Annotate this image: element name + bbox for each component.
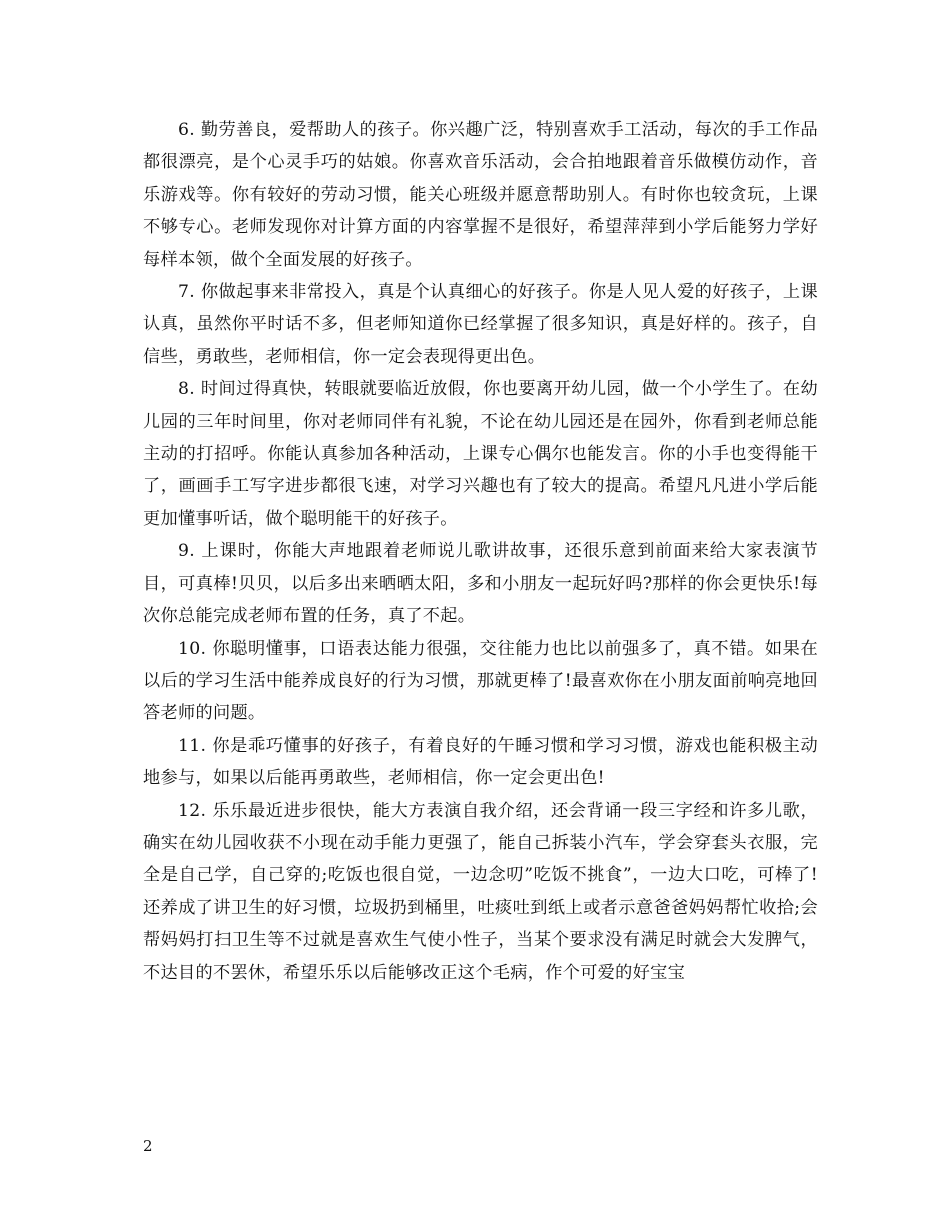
paragraph-10: 10. 你聪明懂事，口语表达能力很强，交往能力也比以前强多了，真不错。如果在以后的学习生活中能养成良好的行为习惯，那就更棒了!最喜欢你在小朋友面前响亮地回答老师的问题。 [143, 638, 818, 724]
paragraph-12: 12. 乐乐最近进步很快，能大方表演自我介绍，还会背诵一段三字经和许多儿歌，确实在幼儿园收获不小现在动手能力更强了，能自己拆装小汽车，学会穿套头衣服，完全是自己学，自己穿的;吃饭也很自觉，一边念叨”吃饭不挑食”，一边大口吃，可棒了!还养成了讲卫生的好习惯，垃圾扔到桶里，吐痰吐到纸上或者示意爸爸妈妈帮忙收拾;会帮妈妈打扫卫生等不过就是喜欢生气使小性子，当某个要求没有满足时就会大发脾气，不达目的不罢休，希望乐乐以后能够改正这个毛病，作个可爱的好宝宝 [143, 800, 818, 983]
paragraph-7: 7. 你做起事来非常投入，真是个认真细心的好孩子。你是人见人爱的好孩子，上课认真，虽然你平时话不多，但老师知道你已经掌握了很多知识，真是好样的。孩子，自信些，勇敢些，老师相信，你一定会表现得更出色。 [143, 282, 818, 367]
paragraph-6: 6. 勤劳善良，爱帮助人的孩子。你兴趣广泛，特别喜欢手工活动，每次的手工作品都很漂亮，是个心灵手巧的姑娘。你喜欢音乐活动，会合拍地跟着音乐做模仿动作，音乐游戏等。你有较好的劳动习惯，能关心班级并愿意帮助别人。有时你也较贪玩，上课不够专心。老师发现你对计算方面的内容掌握不是很好，希望萍萍到小学后能努力学好每样本领，做个全面发展的好孩子。 [143, 120, 818, 270]
page-number: 2 [143, 1137, 153, 1155]
paragraph-9: 9. 上课时，你能大声地跟着老师说儿歌讲故事，还很乐意到前面来给大家表演节目，可真棒!贝贝，以后多出来晒晒太阳，多和小朋友一起玩好吗?那样的你会更快乐!每次你总能完成老师布置的任务，真了不起。 [143, 541, 818, 627]
document-body [143, 114, 818, 989]
paragraph-8: 8. 时间过得真快，转眼就要临近放假，你也要离开幼儿园，做一个小学生了。在幼儿园的三年时间里，你对老师同伴有礼貌，不论在幼儿园还是在园外，你看到老师总能主动的打招呼。你能认真参加各种活动，上课专心偶尔也能发言。你的小手也变得能干了，画画手工写字进步都很飞速，对学习兴趣也有了较大的提高。希望凡凡进小学后能更加懂事听话，做个聪明能干的好孩子。 [143, 379, 818, 529]
paragraph-11: 11. 你是乖巧懂事的好孩子，有着良好的午睡习惯和学习习惯，游戏也能积极主动地参与，如果以后能再勇敢些，老师相信，你一定会更出色! [143, 735, 818, 789]
